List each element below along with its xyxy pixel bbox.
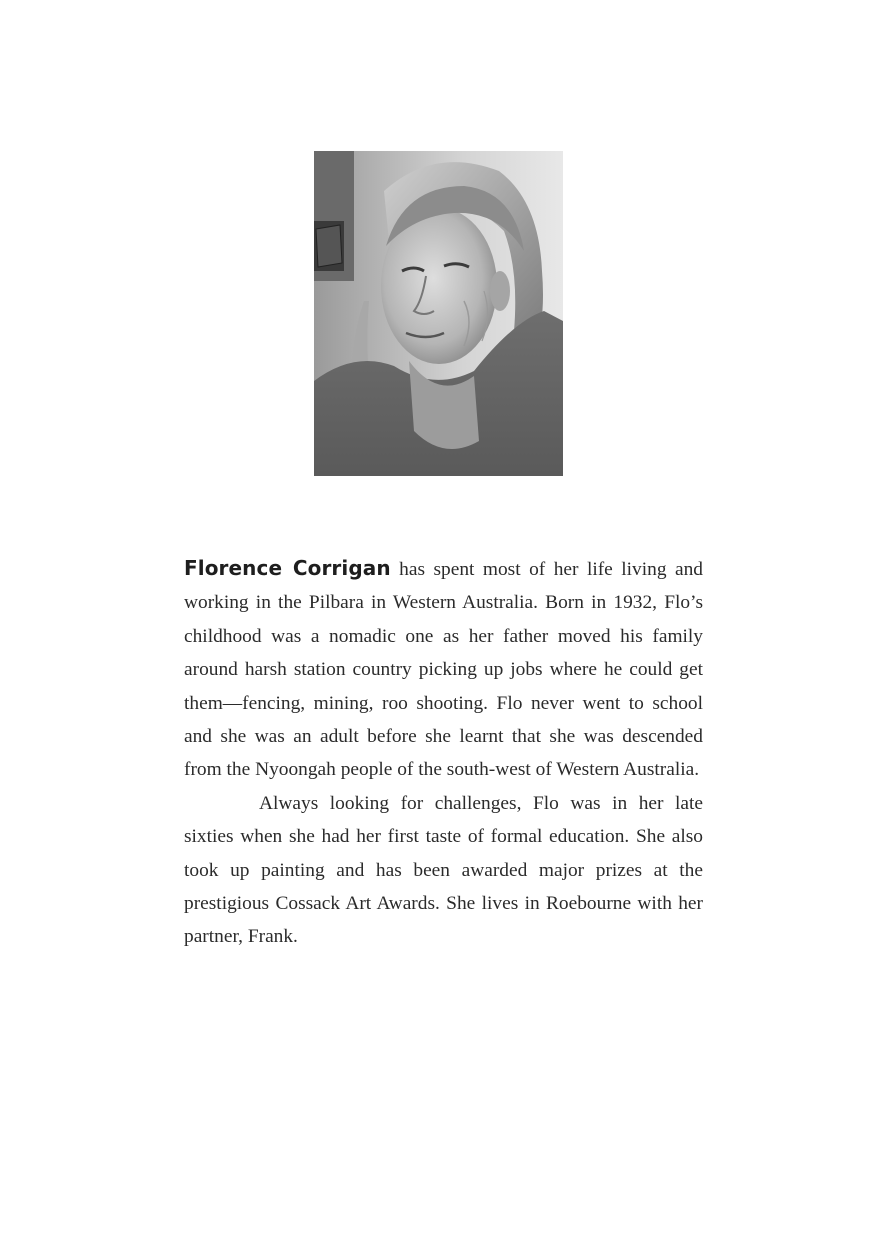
- biography-paragraph-1: [184, 552, 703, 787]
- biography-paragraph-1-text: has spent most of her life living and working in the Pilbara in Western Australia. Born in 1932, Flo’s childhood was a nomadic one as her father moved his family around harsh station country picking up jobs where he could get them—fencing, mining, roo shooting. Flo never went to school and she was an adult before she learnt that she was descended from the Nyoongah people of the south-west of Western Australia.: [184, 559, 703, 781]
- biography-paragraph-2: Always looking for challenges, Flo was in her late sixties when she had her first taste of formal education. She also took up painting and has been awarded major prizes at the prestigious Cossack Art Awards. She lives in Roebourne with her partner, Frank.: [184, 792, 703, 948]
- portrait-photo: [314, 151, 563, 476]
- biography-text: [184, 552, 703, 954]
- portrait-photo-drawing: [314, 151, 563, 476]
- author-name: Florence Corrigan: [184, 556, 391, 580]
